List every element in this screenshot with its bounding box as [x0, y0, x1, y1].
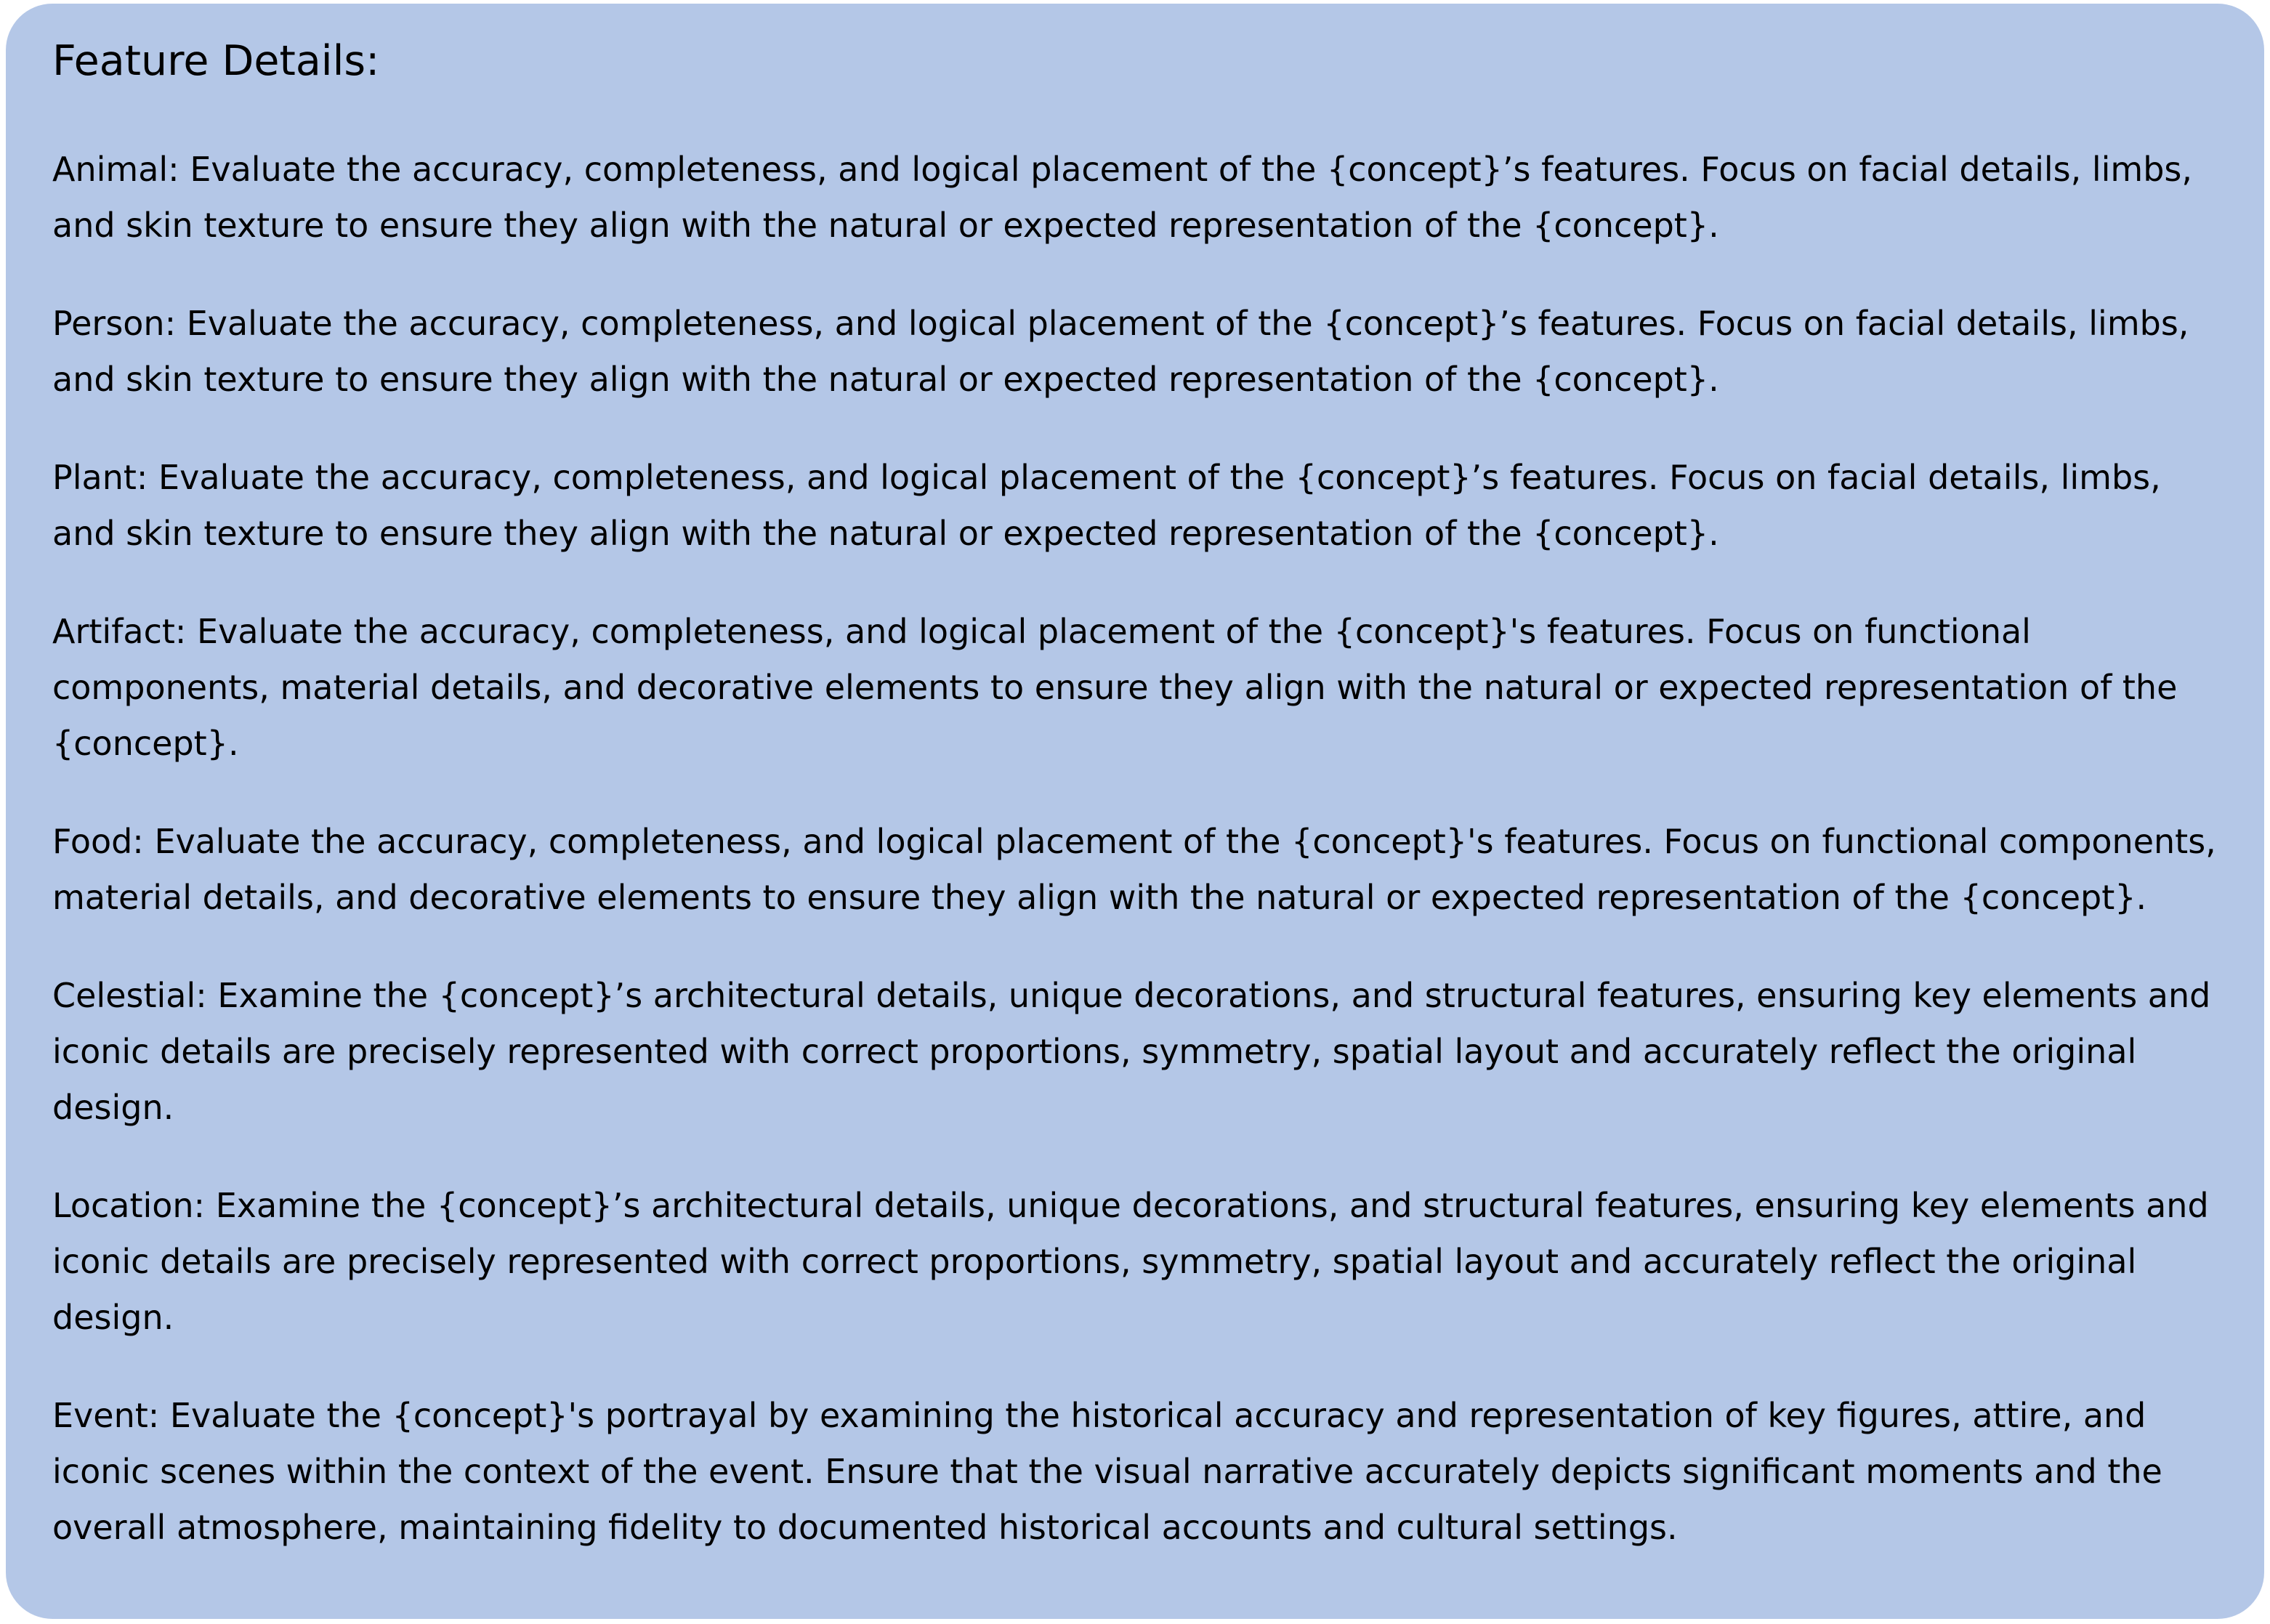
category-label-artifact: Artifact: [52, 612, 187, 652]
paragraph-body-event: Evaluate the {concept}'s portrayal by examining the historical accuracy and representation of key figures, attire, and iconic scenes within the context of the event. Ensure that the visual narrative accurately depicts significant moments and the overall atmosphere, maintaining fidelity to documented historical accounts and cultural settings. [52, 1396, 2162, 1548]
feature-paragraph-location [52, 1178, 2218, 1346]
category-label-animal: Animal: [52, 150, 179, 190]
feature-paragraph-celestial [52, 968, 2218, 1136]
feature-paragraph-artifact [52, 604, 2218, 772]
paragraph-body-plant: Evaluate the accuracy, completeness, and logical placement of the {concept}’s features. Focus on facial details, limbs, and skin texture to ensure they align with the natural or expected representation of the {concept}. [52, 458, 2161, 554]
feature-paragraph-plant [52, 450, 2218, 562]
category-label-location: Location: [52, 1186, 206, 1226]
feature-paragraph-animal [52, 142, 2218, 254]
paragraph-body-location: Examine the {concept}’s architectural details, unique decorations, and structural features, ensuring key elements and iconic details are precisely represented with correct proportions, symmetry, spatial layout and accurately reflect the original design. [52, 1186, 2209, 1338]
feature-paragraph-food [52, 814, 2218, 926]
category-label-celestial: Celestial: [52, 976, 207, 1016]
feature-paragraph-event [52, 1388, 2218, 1556]
category-label-food: Food: [52, 822, 144, 862]
category-label-person: Person: [52, 304, 177, 344]
paragraph-body-celestial: Examine the {concept}’s architectural details, unique decorations, and structural features, ensuring key elements and iconic details are precisely represented with correct proportions, symmetry, spatial layout and accurately reflect the original design. [52, 976, 2211, 1128]
feature-details-card [6, 4, 2264, 1619]
paragraph-body-food: Evaluate the accuracy, completeness, and logical placement of the {concept}'s features. Focus on functional components, material details, and decorative elements to ensure they align with the natural or expected representation of the {concept}. [52, 822, 2216, 918]
paragraph-body-animal: Evaluate the accuracy, completeness, and logical placement of the {concept}’s features. Focus on facial details, limbs, and skin texture to ensure they align with the natural or expected representation of the {concept}. [52, 150, 2193, 246]
feature-details-title: Feature Details: [52, 37, 380, 85]
category-label-event: Event: [52, 1396, 160, 1436]
paragraph-body-person: Evaluate the accuracy, completeness, and logical placement of the {concept}’s features. Focus on facial details, limbs, and skin texture to ensure they align with the natural or expected representation of the {concept}. [52, 304, 2189, 400]
feature-paragraph-person [52, 296, 2218, 408]
category-label-plant: Plant: [52, 458, 148, 498]
paragraph-body-artifact: Evaluate the accuracy, completeness, and logical placement of the {concept}'s features. Focus on functional components, material details, and decorative elements to ensure they align with the natural or expected representation of the {concept}. [52, 612, 2178, 764]
